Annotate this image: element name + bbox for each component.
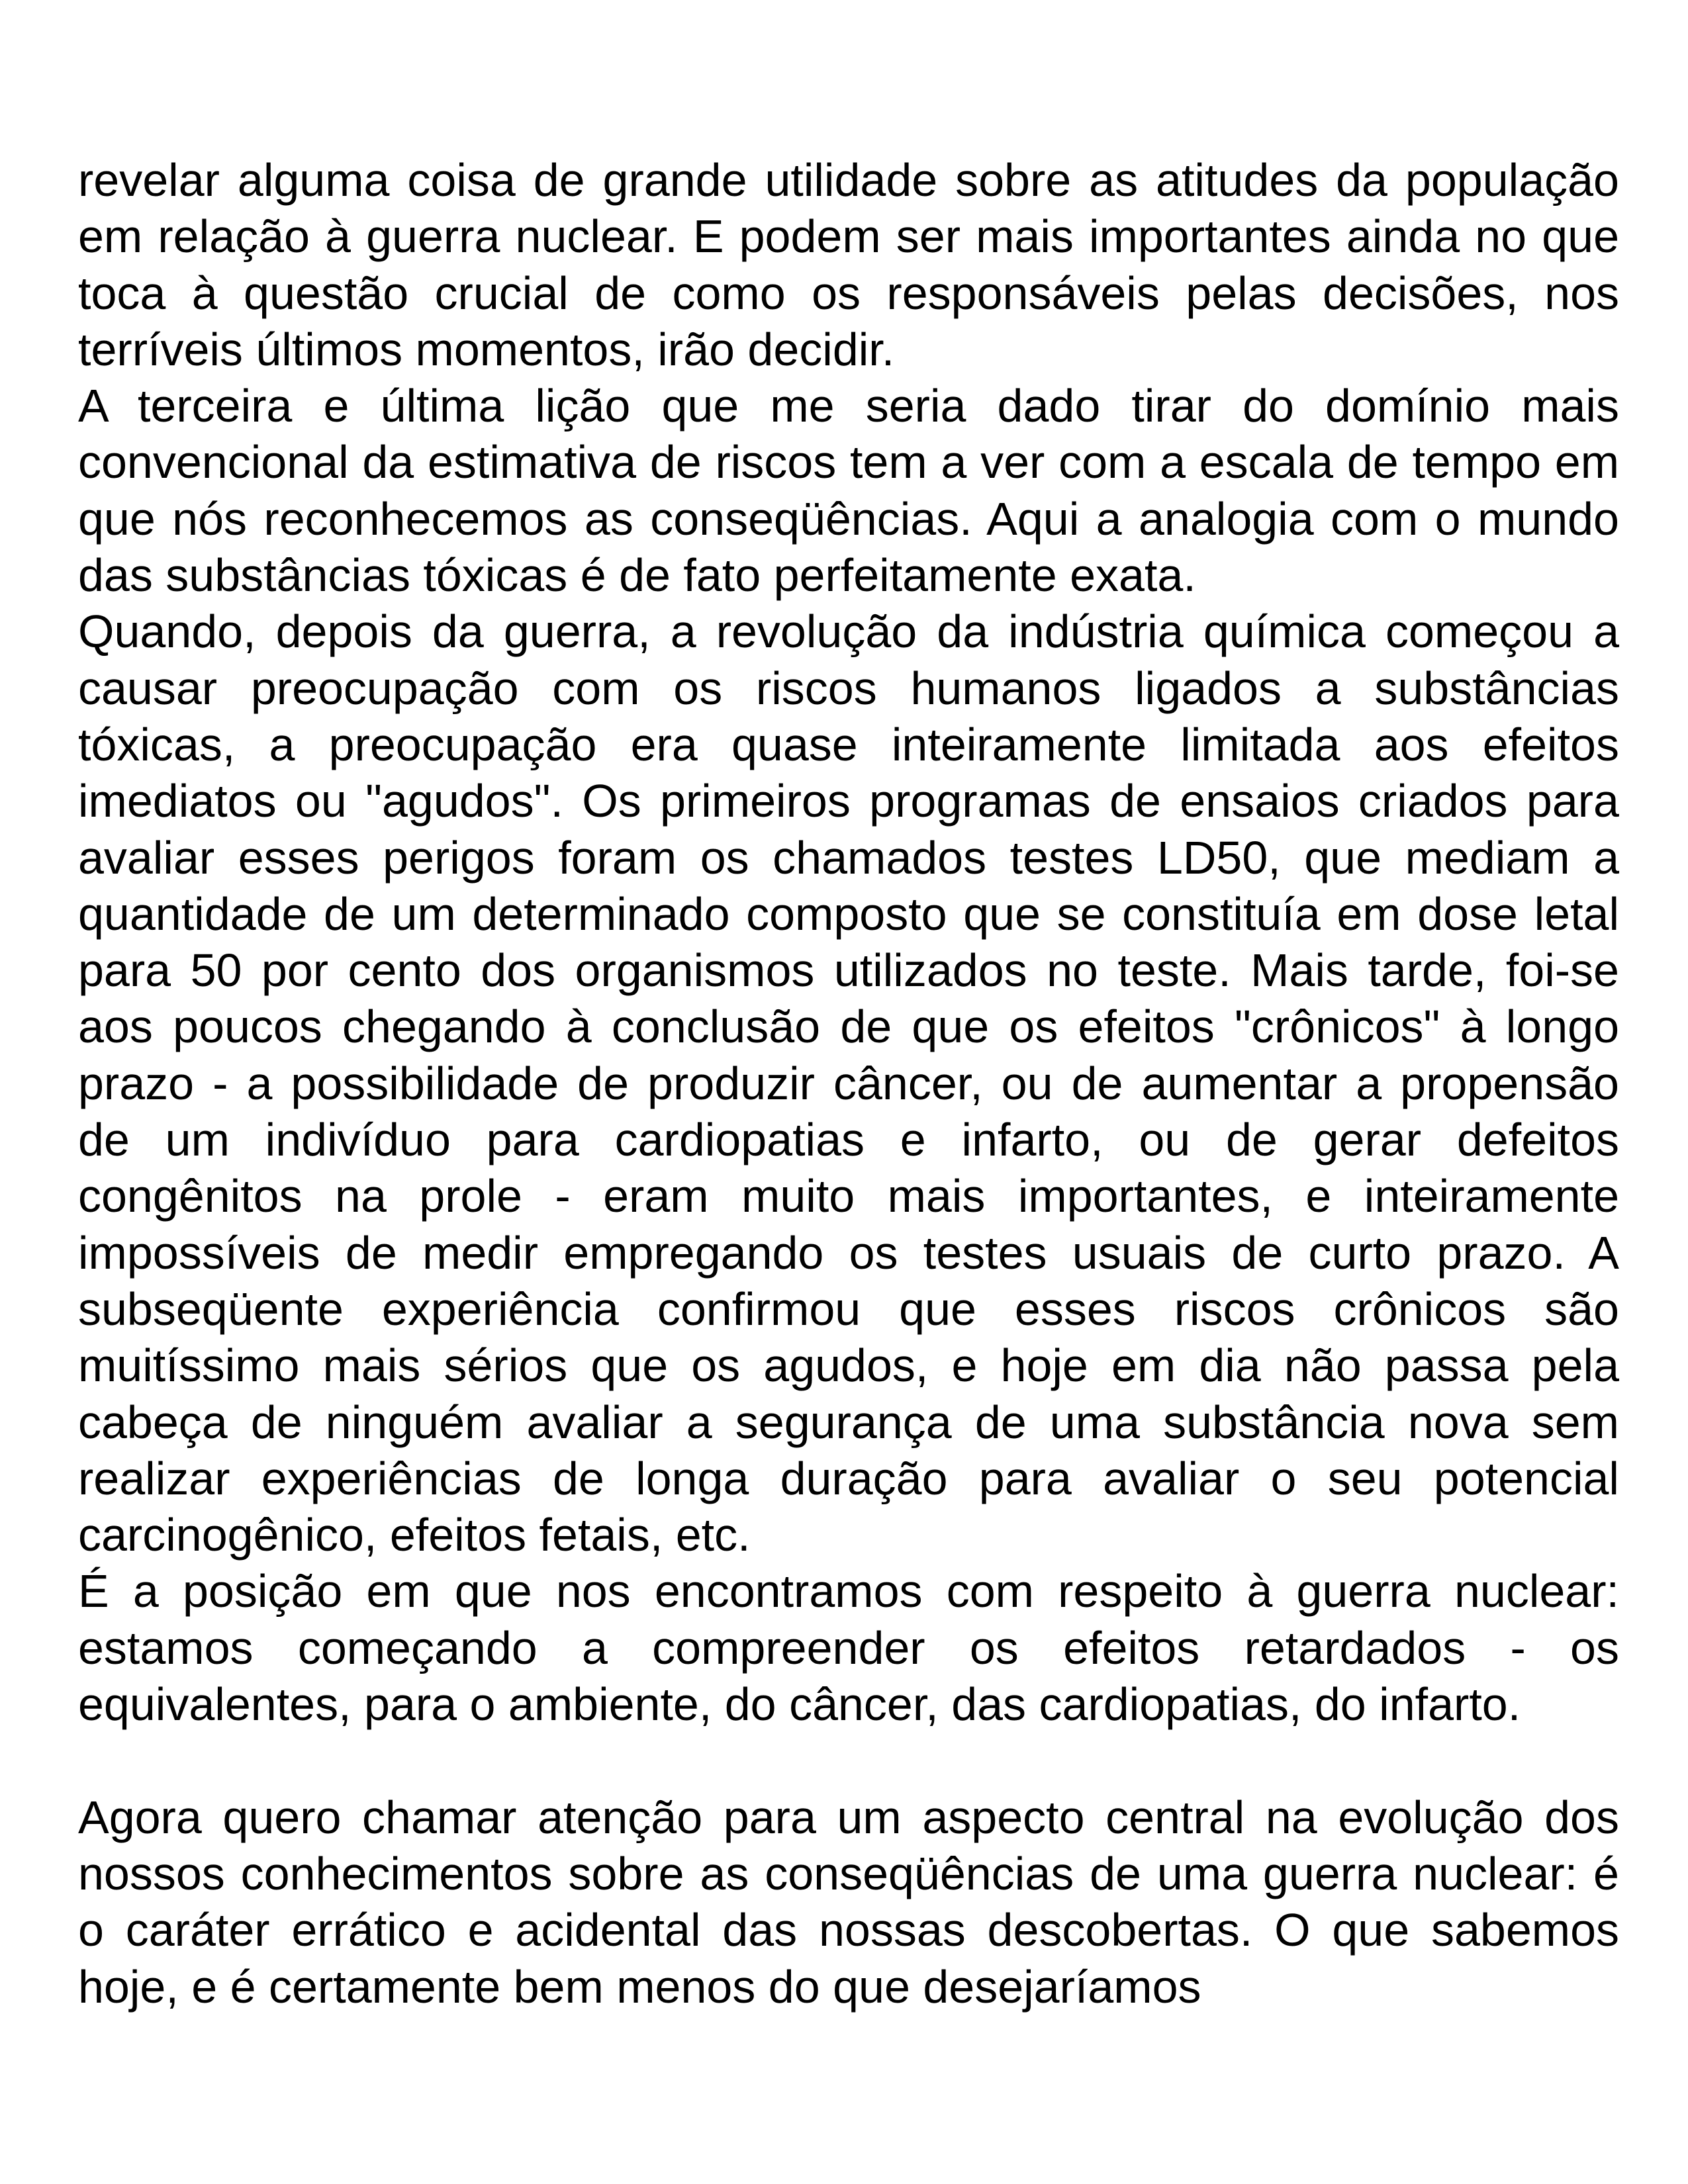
- document-page: [78, 152, 1619, 2015]
- paragraph-1: revelar alguma coisa de grande utilidade sobre as atitudes da população em relação à guerra nuclear. E podem ser mais importantes ainda no que toca à questão crucial de como os responsáveis pelas decisões, nos terríveis últimos momentos, irão decidir.: [78, 154, 1619, 375]
- paragraph-4: É a posição em que nos encontramos com respeito à guerra nuclear: estamos começando a compreender os efeitos retardados - os equivalentes, para o ambiente, do câncer, das cardiopatias, do infarto.: [78, 1565, 1619, 1731]
- paragraph-gap: [78, 1733, 1619, 1789]
- paragraph-5: Agora quero chamar atenção para um aspecto central na evolução dos nossos conhecimentos sobre as conseqüências de uma guerra nuclear: é o caráter errático e acidental das nossas descobertas. O que sabemos hoje, e é certamente bem menos do que desejaríamos: [78, 1791, 1619, 2013]
- paragraph-3: Quando, depois da guerra, a revolução da indústria química começou a causar preocupação com os riscos humanos ligados a substâncias tóxicas, a preocupação era quase inteiramente limitada aos efeitos imediatos ou "agudos". Os primeiros programas de ensaios criados para avaliar esses perigos foram os chamados testes LD50, que mediam a quantidade de um determinado composto que se constituía em dose letal para 50 por cento dos organismos utilizados no teste. Mais tarde, foi-se aos poucos chegando à conclusão de que os efeitos "crônicos" à longo prazo - a possibilidade de produzir câncer, ou de aumentar a propensão de um indivíduo para cardiopatias e infarto, ou de gerar defeitos congênitos na prole - eram muito mais importantes, e inteiramente impossíveis de medir empregando os testes usuais de curto prazo. A subseqüente experiência confirmou que esses riscos crônicos são muitíssimo mais sérios que os agudos, e hoje em dia não passa pela cabeça de ninguém avaliar a segurança de uma substância nova sem realizar experiências de longa duração para avaliar o seu potencial carcinogênico, efeitos fetais, etc.: [78, 606, 1619, 1561]
- paragraph-2: A terceira e última lição que me seria dado tirar do domínio mais convencional da estimativa de riscos tem a ver com a escala de tempo em que nós reconhecemos as conseqüências. Aqui a analogia com o mundo das substâncias tóxicas é de fato perfeitamente exata.: [78, 380, 1619, 602]
